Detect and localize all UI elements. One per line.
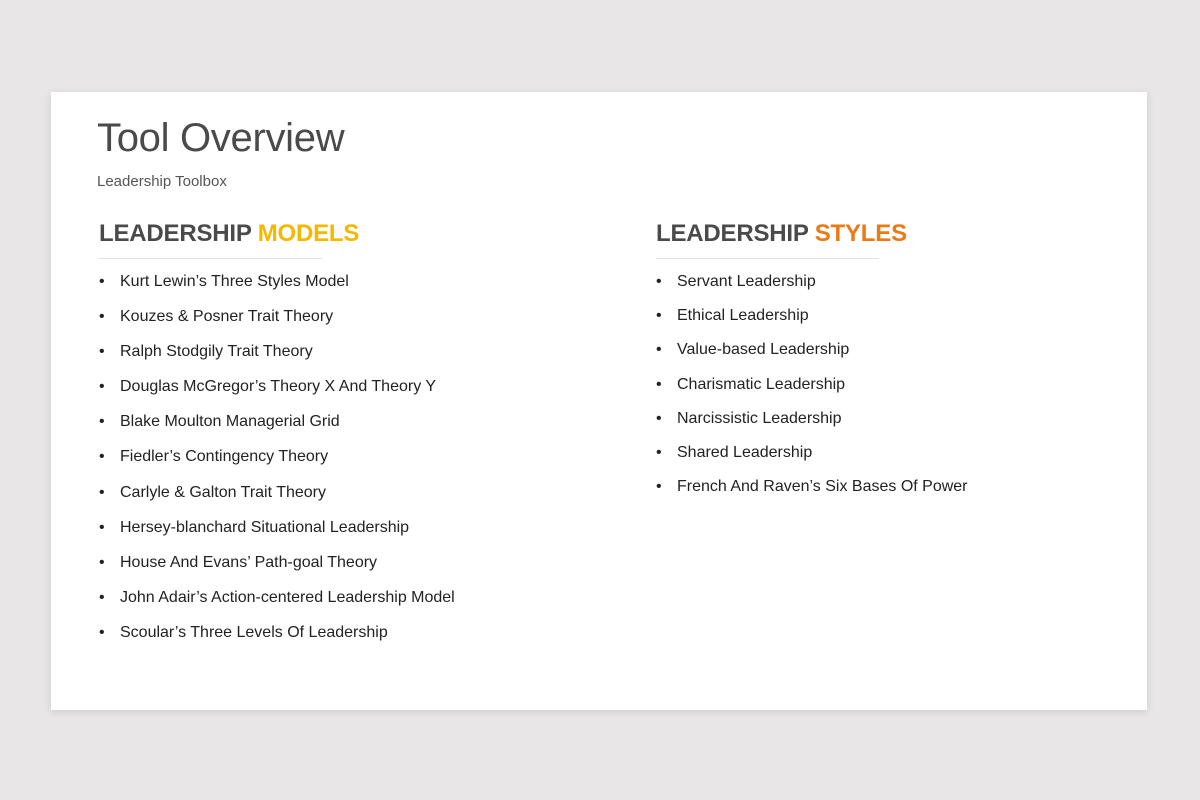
list-item <box>99 589 455 624</box>
list-item <box>99 554 455 589</box>
styles-heading <box>656 220 968 248</box>
bullet-icon: • <box>99 343 105 361</box>
bullet-icon: • <box>99 623 105 641</box>
bullet-icon: • <box>656 478 662 496</box>
list-item <box>656 307 968 341</box>
list-item-text: Kouzes & Posner Trait Theory <box>120 308 334 326</box>
list-item <box>99 308 455 343</box>
list-item-text: Scoular’s Three Levels Of Leadership <box>120 623 388 641</box>
styles-divider <box>656 258 879 259</box>
slide-card <box>51 92 1147 710</box>
styles-list <box>656 273 968 512</box>
list-item-text: Blake Moulton Managerial Grid <box>120 413 340 431</box>
list-item <box>99 448 455 483</box>
leadership-models-column <box>99 220 455 659</box>
list-item-text: Douglas McGregor’s Theory X And Theory Y <box>120 378 437 396</box>
bullet-icon: • <box>99 308 105 326</box>
models-heading <box>99 220 455 248</box>
styles-heading-accent: STYLES <box>814 220 907 247</box>
bullet-icon: • <box>656 273 662 290</box>
bullet-icon: • <box>99 413 105 431</box>
bullet-icon: • <box>656 375 662 393</box>
list-item <box>99 484 455 519</box>
models-heading-accent: MODELS <box>257 220 360 247</box>
list-item-text: Ethical Leadership <box>677 307 809 325</box>
list-item-text: Charismatic Leadership <box>677 375 846 393</box>
list-item <box>99 378 455 413</box>
list-item <box>656 478 968 512</box>
bullet-icon: • <box>99 378 105 396</box>
models-list <box>99 273 455 659</box>
bullet-icon: • <box>656 409 662 427</box>
list-item-text: Ralph Stodgily Trait Theory <box>120 343 313 361</box>
models-divider <box>99 258 322 259</box>
page-title: Tool Overview <box>97 116 345 160</box>
list-item-text: Kurt Lewin’s Three Styles Model <box>120 273 349 290</box>
bullet-icon: • <box>99 273 105 290</box>
list-item <box>656 410 968 444</box>
bullet-icon: • <box>99 448 105 466</box>
list-item <box>656 444 968 478</box>
list-item-text: Narcissistic Leadership <box>677 409 842 427</box>
bullet-icon: • <box>99 588 105 606</box>
list-item <box>656 341 968 375</box>
list-item-text: House And Evans’ Path-goal Theory <box>120 553 378 571</box>
bullet-icon: • <box>656 443 662 461</box>
list-item-text: Fiedler’s Contingency Theory <box>120 448 329 466</box>
models-heading-prefix: LEADERSHIP <box>99 220 252 247</box>
list-item <box>99 519 455 554</box>
page-subtitle: Leadership Toolbox <box>97 173 227 190</box>
list-item <box>99 624 455 659</box>
list-item <box>99 413 455 448</box>
bullet-icon: • <box>656 307 662 325</box>
list-item <box>99 343 455 378</box>
list-item <box>656 376 968 410</box>
bullet-icon: • <box>99 483 105 501</box>
list-item <box>99 273 455 308</box>
bullet-icon: • <box>99 553 105 571</box>
list-item-text: Shared Leadership <box>677 443 813 461</box>
list-item <box>656 273 968 307</box>
list-item-text: French And Raven’s Six Bases Of Power <box>677 478 968 496</box>
list-item-text: Carlyle & Galton Trait Theory <box>120 483 327 501</box>
list-item-text: John Adair’s Action-centered Leadership Model <box>120 588 455 606</box>
list-item-text: Value-based Leadership <box>677 341 850 359</box>
styles-heading-prefix: LEADERSHIP <box>656 220 809 247</box>
list-item-text: Servant Leadership <box>677 273 816 290</box>
bullet-icon: • <box>99 518 105 536</box>
leadership-styles-column <box>656 220 968 512</box>
list-item-text: Hersey-blanchard Situational Leadership <box>120 518 410 536</box>
bullet-icon: • <box>656 341 662 359</box>
